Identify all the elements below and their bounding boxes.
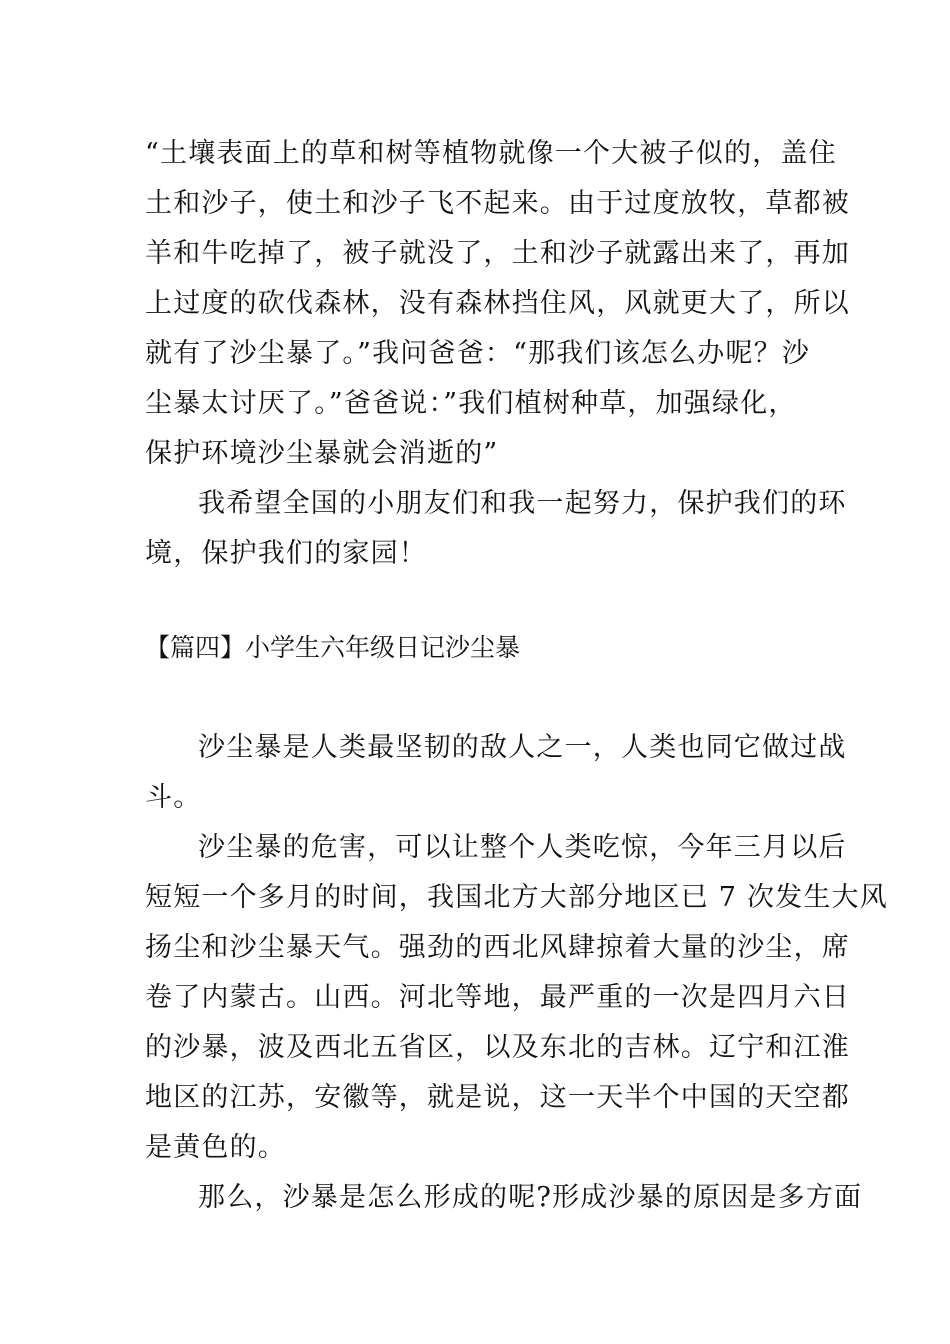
text-line: 保护环境沙尘暴就会消逝的” bbox=[145, 438, 499, 469]
text-line: “土壤表面上的草和树等植物就像一个大被子似的，盖住 bbox=[145, 138, 837, 169]
text-line: 地区的江苏，安徽等，就是说，这一天半个中国的天空都 bbox=[145, 1082, 850, 1113]
text-line: 上过度的砍伐森林，没有森林挡住风，风就更大了，所以 bbox=[145, 288, 850, 319]
section-heading: 【篇四】小学生六年级日记沙尘暴 bbox=[145, 633, 521, 662]
text-line: 斗。 bbox=[145, 782, 202, 813]
text-line: 沙尘暴是人类最坚韧的敌人之一，人类也同它做过战 bbox=[198, 732, 847, 763]
text-line: 我希望全国的小朋友们和我一起努力，保护我们的环 bbox=[198, 488, 847, 519]
text-line: 就有了沙尘暴了。”我问爸爸：“那我们该怎么办呢？沙 bbox=[145, 338, 811, 369]
text-line: 境，保护我们的家园！ bbox=[145, 538, 427, 569]
text-line: 羊和牛吃掉了，被子就没了，土和沙子就露出来了，再加 bbox=[145, 238, 850, 269]
text-line: 那么，沙暴是怎么形成的呢?形成沙暴的原因是多方面 bbox=[198, 1182, 863, 1213]
text-line: 尘暴太讨厌了。”爸爸说：”我们植树种草，加强绿化， bbox=[145, 388, 797, 419]
text-line: 扬尘和沙尘暴天气。强劲的西北风肆掠着大量的沙尘，席 bbox=[145, 932, 850, 963]
text-line: 卷了内蒙古。山西。河北等地，最严重的一次是四月六日 bbox=[145, 982, 850, 1013]
text-line: 沙尘暴的危害，可以让整个人类吃惊，今年三月以后 bbox=[198, 832, 847, 863]
text-line: 短短一个多月的时间，我国北方大部分地区已 7 次发生大风 bbox=[145, 882, 888, 913]
text-line: 土和沙子，使土和沙子飞不起来。由于过度放牧，草都被 bbox=[145, 188, 850, 219]
text-line: 是黄色的。 bbox=[145, 1132, 286, 1163]
text-line: 的沙暴，波及西北五省区，以及东北的吉林。辽宁和江淮 bbox=[145, 1032, 850, 1063]
